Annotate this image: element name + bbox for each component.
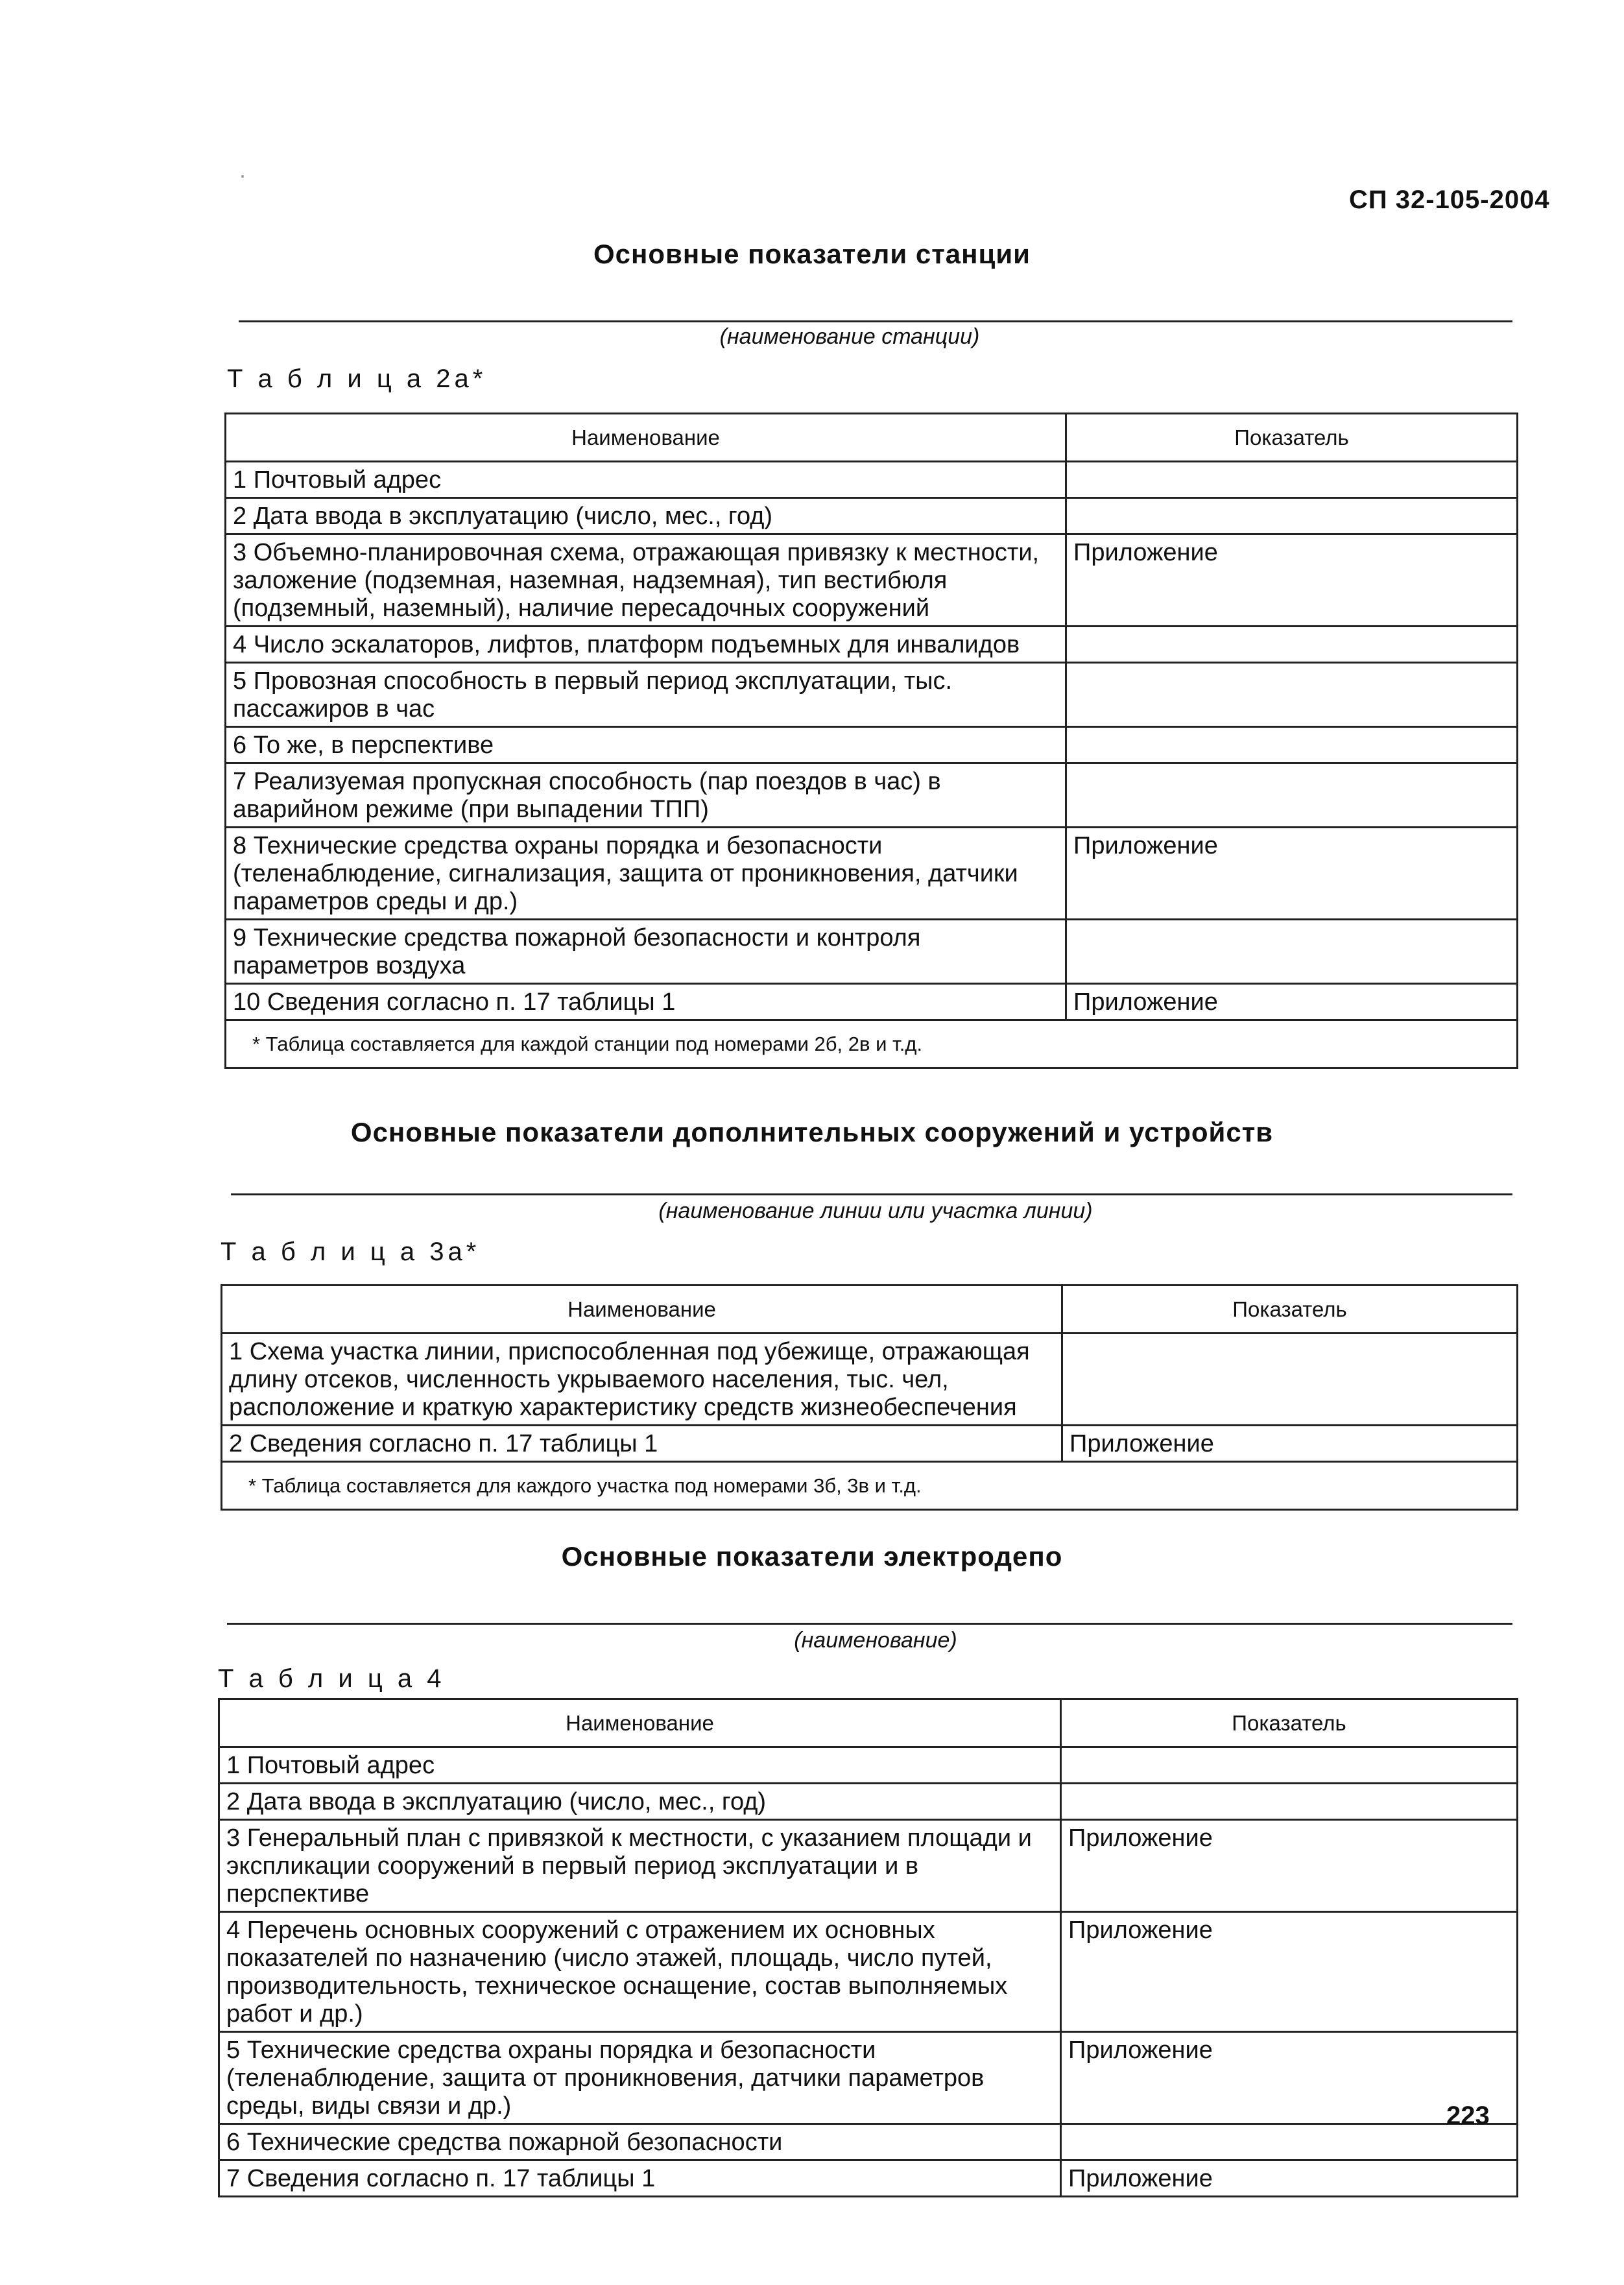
cell-name: 1 Схема участка линии, приспособленная под убежище, отражающая длину отсеков, численность укрываемого населения, тыс. чел, расположение и краткую характеристику средств жизнеобеспечения — [222, 1334, 1062, 1426]
name-underline — [239, 320, 1512, 322]
table-2a — [224, 413, 1518, 1069]
table-row — [222, 1426, 1518, 1462]
table-row — [226, 984, 1518, 1020]
cell-value: Приложение — [1066, 534, 1518, 627]
name-underline — [231, 1193, 1512, 1195]
column-header-value: Показатель — [1062, 1286, 1518, 1334]
cell-value — [1066, 763, 1518, 828]
page-number: 223 — [1446, 2101, 1490, 2130]
cell-name: 2 Сведения согласно п. 17 таблицы 1 — [222, 1426, 1062, 1462]
cell-name: 2 Дата ввода в эксплуатацию (число, мес., год) — [219, 1784, 1061, 1820]
cell-name: 6 Технические средства пожарной безопасности — [219, 2124, 1061, 2160]
cell-name: 2 Дата ввода в эксплуатацию (число, мес., год) — [226, 498, 1066, 534]
cell-name: 4 Перечень основных сооружений с отражением их основных показателей по назначению (число этажей, площадь, число путей, производительность, техническое оснащение, состав выполняемых работ и др.) — [219, 1912, 1061, 2032]
table-row — [226, 828, 1518, 920]
cell-value — [1061, 1747, 1518, 1784]
section-title-additional-structures: Основные показатели дополнительных сооружений и устройств — [350, 1117, 1274, 1147]
table-row — [219, 1820, 1518, 1912]
cell-name: 4 Число эскалаторов, лифтов, платформ подъемных для инвалидов — [226, 627, 1066, 663]
section-title-depot: Основные показатели электродепо — [561, 1541, 1063, 1572]
table-row — [226, 462, 1518, 498]
table-row — [222, 1334, 1518, 1426]
cell-value: Приложение — [1062, 1426, 1518, 1462]
table-row — [219, 2160, 1518, 2197]
cell-value: Приложение — [1061, 2032, 1518, 2124]
column-header-value: Показатель — [1066, 414, 1518, 462]
cell-value — [1061, 1784, 1518, 1820]
cell-value: Приложение — [1066, 828, 1518, 920]
table-label: Т а б л и ц а 2а* — [227, 365, 487, 393]
cell-name: 3 Генеральный план с привязкой к местности, с указанием площади и экспликации сооружений в первый период эксплуатации и в перспективе — [219, 1820, 1061, 1912]
table-label: Т а б л и ц а 3а* — [221, 1238, 481, 1266]
cell-value — [1066, 727, 1518, 763]
table-row — [226, 663, 1518, 727]
cell-value: Приложение — [1061, 1820, 1518, 1912]
column-header-name: Наименование — [222, 1286, 1062, 1334]
cell-name: 8 Технические средства охраны порядка и безопасности (теленаблюдение, сигнализация, защита от проникновения, датчики параметров среды и др.) — [226, 828, 1066, 920]
table-label: Т а б л и ц а 4 — [218, 1664, 446, 1693]
scan-speck — [241, 175, 244, 178]
column-header-value: Показатель — [1061, 1699, 1518, 1747]
cell-name: 6 То же, в перспективе — [226, 727, 1066, 763]
table-row — [219, 2032, 1518, 2124]
cell-value — [1066, 498, 1518, 534]
cell-name: 9 Технические средства пожарной безопасности и контроля параметров воздуха — [226, 920, 1066, 984]
cell-name: 3 Объемно-планировочная схема, отражающая привязку к местности, заложение (подземная, наземная, надземная), тип вестибюля (подземный, наземный), наличие пересадочных сооружений — [226, 534, 1066, 627]
cell-value — [1066, 462, 1518, 498]
section-title-station: Основные показатели станции — [593, 239, 1031, 269]
name-underline — [227, 1623, 1512, 1625]
table-4 — [218, 1698, 1518, 2197]
table-row — [219, 1912, 1518, 2032]
cell-value — [1062, 1334, 1518, 1426]
cell-value — [1066, 920, 1518, 984]
cell-value: Приложение — [1066, 984, 1518, 1020]
table-note: * Таблица составляется для каждой станции под номерами 2б, 2в и т.д. — [226, 1020, 1518, 1068]
cell-name: 1 Почтовый адрес — [226, 462, 1066, 498]
cell-name: 10 Сведения согласно п. 17 таблицы 1 — [226, 984, 1066, 1020]
cell-value — [1066, 663, 1518, 727]
name-caption: (наименование станции) — [719, 324, 980, 349]
table-row — [226, 920, 1518, 984]
table-row — [226, 763, 1518, 828]
document-code: СП 32-105-2004 — [1349, 185, 1550, 214]
column-header-name: Наименование — [226, 414, 1066, 462]
name-caption: (наименование линии или участка линии) — [658, 1199, 1093, 1223]
table-row — [219, 1784, 1518, 1820]
cell-name: 1 Почтовый адрес — [219, 1747, 1061, 1784]
cell-value — [1066, 627, 1518, 663]
cell-name: 7 Реализуемая пропускная способность (пар поездов в час) в аварийном режиме (при выпадении ТПП) — [226, 763, 1066, 828]
cell-name: 5 Технические средства охраны порядка и безопасности (теленаблюдение, защита от проникновения, датчики параметров среды, виды связи и др.) — [219, 2032, 1061, 2124]
table-row — [219, 2124, 1518, 2160]
table-note: * Таблица составляется для каждого участка под номерами 3б, 3в и т.д. — [222, 1462, 1518, 1510]
column-header-name: Наименование — [219, 1699, 1061, 1747]
name-caption: (наименование) — [794, 1628, 957, 1653]
cell-name: 5 Провозная способность в первый период эксплуатации, тыс. пассажиров в час — [226, 663, 1066, 727]
table-3a — [221, 1284, 1518, 1511]
table-row — [226, 534, 1518, 627]
table-row — [226, 727, 1518, 763]
cell-value: Приложение — [1061, 1912, 1518, 2032]
table-row — [226, 498, 1518, 534]
table-row — [226, 627, 1518, 663]
cell-name: 7 Сведения согласно п. 17 таблицы 1 — [219, 2160, 1061, 2197]
cell-value: Приложение — [1061, 2160, 1518, 2197]
table-row — [219, 1747, 1518, 1784]
